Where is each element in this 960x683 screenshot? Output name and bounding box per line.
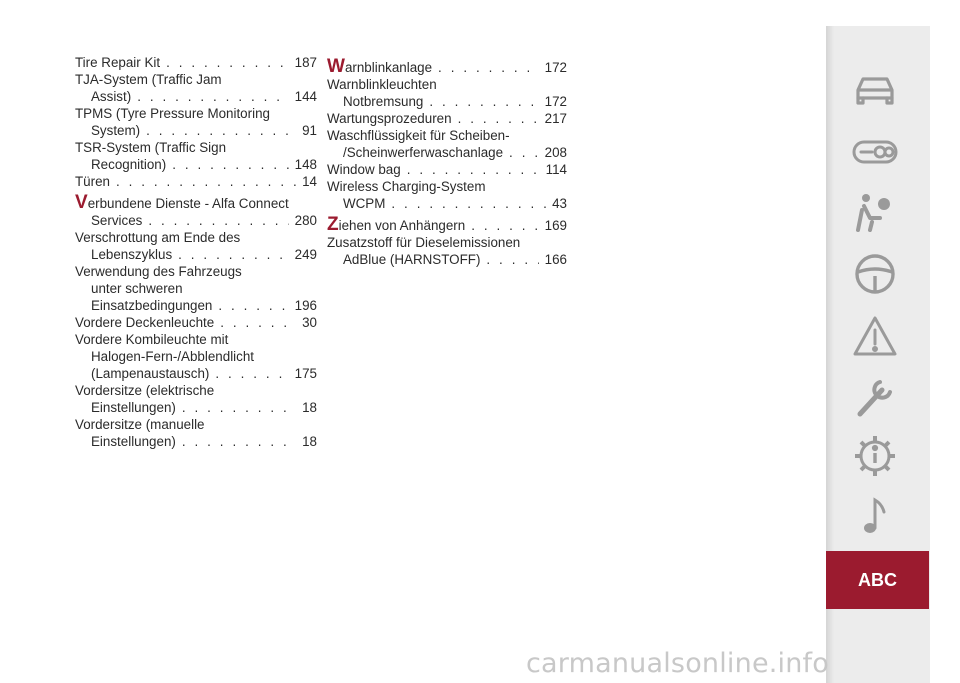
page-number[interactable]: 175 <box>294 366 317 381</box>
warning-triangle-icon[interactable] <box>850 314 900 358</box>
index-entry <box>327 234 567 268</box>
page-number[interactable]: 91 <box>302 123 317 138</box>
index-term-text: /Scheinwerferwaschanlage <box>343 145 504 160</box>
index-term-text: Vordersitze (manuelle <box>75 417 205 432</box>
section-letter: V <box>75 192 88 213</box>
wrench-icon[interactable] <box>850 374 900 418</box>
index-line <box>327 127 567 144</box>
index-line <box>327 216 567 234</box>
index-term <box>75 173 110 190</box>
index-entry <box>75 263 317 314</box>
index-term-text: TJA-System (Traffic Jam <box>75 72 222 87</box>
index-term <box>91 88 131 105</box>
index-line <box>75 229 317 246</box>
index-column-right <box>327 54 567 268</box>
index-term-text: TSR-System (Traffic Sign <box>75 140 227 155</box>
page-number[interactable]: 43 <box>552 196 567 211</box>
index-term <box>75 105 270 122</box>
index-entry <box>327 76 567 110</box>
index-term-text: Einsatzbedingungen <box>91 298 213 313</box>
index-term <box>91 156 166 173</box>
page-number[interactable]: 249 <box>294 247 317 262</box>
index-line <box>75 365 317 382</box>
page-number[interactable]: 30 <box>302 315 317 330</box>
index-term-text: Recognition) <box>91 157 167 172</box>
index-term <box>327 110 452 127</box>
index-entry <box>75 54 317 71</box>
gear-info-icon[interactable] <box>850 434 900 478</box>
index-term <box>75 194 289 212</box>
index-line <box>75 314 317 331</box>
index-entry <box>75 194 317 229</box>
index-line <box>75 399 317 416</box>
leader-dots <box>182 433 296 450</box>
index-term-text: TPMS (Tyre Pressure Monitoring <box>75 106 270 121</box>
index-term <box>91 399 176 416</box>
page-number[interactable]: 14 <box>302 174 317 189</box>
page-number[interactable]: 148 <box>294 157 317 172</box>
index-term-text: Warnblinkleuchten <box>327 77 437 92</box>
index-term <box>91 348 254 365</box>
index-entry <box>75 331 317 382</box>
index-term <box>91 212 142 229</box>
index-term <box>91 280 183 297</box>
page-number[interactable]: 208 <box>544 145 567 160</box>
index-line <box>327 93 567 110</box>
index-term <box>327 216 465 234</box>
leader-dots <box>391 195 546 212</box>
steering-wheel-icon[interactable] <box>850 252 900 296</box>
index-line <box>75 246 317 263</box>
index-term-text: Vordere Kombileuchte mit <box>75 332 229 347</box>
index-line <box>75 348 317 365</box>
index-term-text: AdBlue (HARNSTOFF) <box>343 252 481 267</box>
index-term <box>343 93 423 110</box>
page-number[interactable]: 172 <box>544 94 567 109</box>
leader-dots <box>471 217 538 234</box>
index-entry <box>75 229 317 263</box>
index-line <box>327 144 567 161</box>
index-entry <box>327 216 567 234</box>
index-line <box>75 194 317 212</box>
index-term <box>75 54 160 71</box>
index-term-text: Einstellungen) <box>91 400 176 415</box>
page-number[interactable]: 187 <box>294 55 317 70</box>
index-term <box>91 365 209 382</box>
index-term <box>327 76 437 93</box>
index-term-text: Halogen-Fern-/Abblendlicht <box>91 349 255 364</box>
index-term-text: Tire Repair Kit <box>75 55 161 70</box>
index-term-text: Assist) <box>91 89 132 104</box>
index-term <box>327 58 432 76</box>
leader-dots <box>182 399 296 416</box>
leader-dots <box>178 246 289 263</box>
index-line <box>75 88 317 105</box>
index-line <box>75 416 317 433</box>
leader-dots <box>486 251 538 268</box>
page-number[interactable]: 280 <box>294 213 317 228</box>
index-term <box>75 229 240 246</box>
index-term <box>75 382 214 399</box>
index-line <box>75 54 317 71</box>
index-line <box>327 251 567 268</box>
index-term <box>91 433 176 450</box>
watermark-text: carmanualsonline.info <box>526 648 829 679</box>
index-term <box>75 331 228 348</box>
index-term-text: Vordere Deckenleuchte <box>75 315 215 330</box>
index-entry <box>327 127 567 161</box>
index-term-text: WCPM <box>343 196 386 211</box>
index-term <box>75 314 214 331</box>
index-term-text: (Lampenaustausch) <box>91 366 210 381</box>
index-term-text: Wartungsprozeduren <box>327 111 452 126</box>
page-number[interactable]: 18 <box>302 434 317 449</box>
index-term-text: Lebenszyklus <box>91 247 173 262</box>
index-line <box>75 212 317 229</box>
index-term <box>327 127 510 144</box>
index-line <box>75 122 317 139</box>
index-term-text: Notbremsung <box>343 94 424 109</box>
index-term-text: arnblinkanlage <box>344 60 433 75</box>
index-term-text: Verwendung des Fahrzeugs <box>75 264 242 279</box>
index-term-text: unter schweren <box>91 281 183 296</box>
index-entry <box>75 139 317 173</box>
index-entry <box>75 173 317 190</box>
leader-dots <box>509 144 539 161</box>
index-term-text: iehen von Anhängern <box>338 218 466 233</box>
index-term-text: erbundene Dienste - Alfa Connect <box>87 196 289 211</box>
index-term <box>75 71 222 88</box>
index-term-text: System) <box>91 123 141 138</box>
leader-dots <box>137 88 288 105</box>
index-term <box>327 234 520 251</box>
index-line <box>75 280 317 297</box>
index-entry <box>75 382 317 416</box>
index-line <box>327 234 567 251</box>
leader-dots <box>166 54 289 71</box>
index-line <box>327 161 567 178</box>
page-number[interactable]: 172 <box>544 60 567 75</box>
page-number[interactable]: 114 <box>545 162 567 177</box>
index-line <box>75 433 317 450</box>
index-column-left <box>75 54 317 450</box>
index-line <box>75 173 317 190</box>
index-entry <box>327 110 567 127</box>
index-entry <box>75 314 317 331</box>
car-icon[interactable] <box>850 68 900 112</box>
index-entry <box>327 178 567 212</box>
index-term <box>327 178 486 195</box>
index-term-text: Vordersitze (elektrische <box>75 383 215 398</box>
leader-dots <box>458 110 539 127</box>
index-term <box>91 297 212 314</box>
index-line <box>75 297 317 314</box>
leader-dots <box>148 212 288 229</box>
dashboard-gauges-icon[interactable] <box>850 130 900 174</box>
index-term-text: Einstellungen) <box>91 434 176 449</box>
index-term <box>75 139 226 156</box>
leader-dots <box>146 122 296 139</box>
index-entry <box>75 416 317 450</box>
page-number[interactable]: 166 <box>544 252 567 267</box>
index-line <box>75 382 317 399</box>
index-line <box>75 71 317 88</box>
leader-dots <box>429 93 538 110</box>
index-line <box>75 331 317 348</box>
section-letter: Z <box>327 214 339 235</box>
index-entry <box>327 58 567 76</box>
index-line <box>327 110 567 127</box>
index-term-text: Verschrottung am Ende des <box>75 230 241 245</box>
leader-dots <box>215 365 288 382</box>
section-letter: W <box>327 56 345 77</box>
abc-index-tab[interactable]: ABC <box>826 551 929 609</box>
leader-dots <box>116 173 296 190</box>
page-number[interactable]: 217 <box>544 111 567 126</box>
page-number[interactable]: 18 <box>302 400 317 415</box>
index-term <box>75 416 205 433</box>
index-term <box>343 251 480 268</box>
leader-dots <box>407 161 540 178</box>
index-term-text: Services <box>91 213 143 228</box>
index-term-text: Türen <box>75 174 110 189</box>
leader-dots <box>220 314 296 331</box>
index-term <box>91 122 140 139</box>
seat-airbag-icon[interactable] <box>850 190 900 234</box>
index-line <box>75 105 317 122</box>
page-number[interactable]: 169 <box>544 218 567 233</box>
index-term <box>327 161 401 178</box>
leader-dots <box>438 59 539 76</box>
index-term <box>343 195 385 212</box>
index-term-text: Window bag <box>327 162 401 177</box>
index-term-text: Wireless Charging-System <box>327 179 486 194</box>
leader-dots <box>218 297 288 314</box>
music-note-icon[interactable] <box>850 494 900 538</box>
index-term-text: Waschflüssigkeit für Scheiben- <box>327 128 510 143</box>
index-entry <box>75 105 317 139</box>
index-term <box>91 246 172 263</box>
index-line <box>327 195 567 212</box>
index-term <box>343 144 503 161</box>
index-term-text: Zusatzstoff für Dieselemissionen <box>327 235 521 250</box>
index-term <box>75 263 242 280</box>
index-line <box>327 76 567 93</box>
index-entry <box>327 161 567 178</box>
index-line <box>327 178 567 195</box>
page-number[interactable]: 144 <box>294 89 317 104</box>
index-line <box>75 139 317 156</box>
index-line <box>327 58 567 76</box>
index-entry <box>75 71 317 105</box>
index-line <box>75 263 317 280</box>
page-number[interactable]: 196 <box>294 298 317 313</box>
index-line <box>75 156 317 173</box>
leader-dots <box>172 156 288 173</box>
